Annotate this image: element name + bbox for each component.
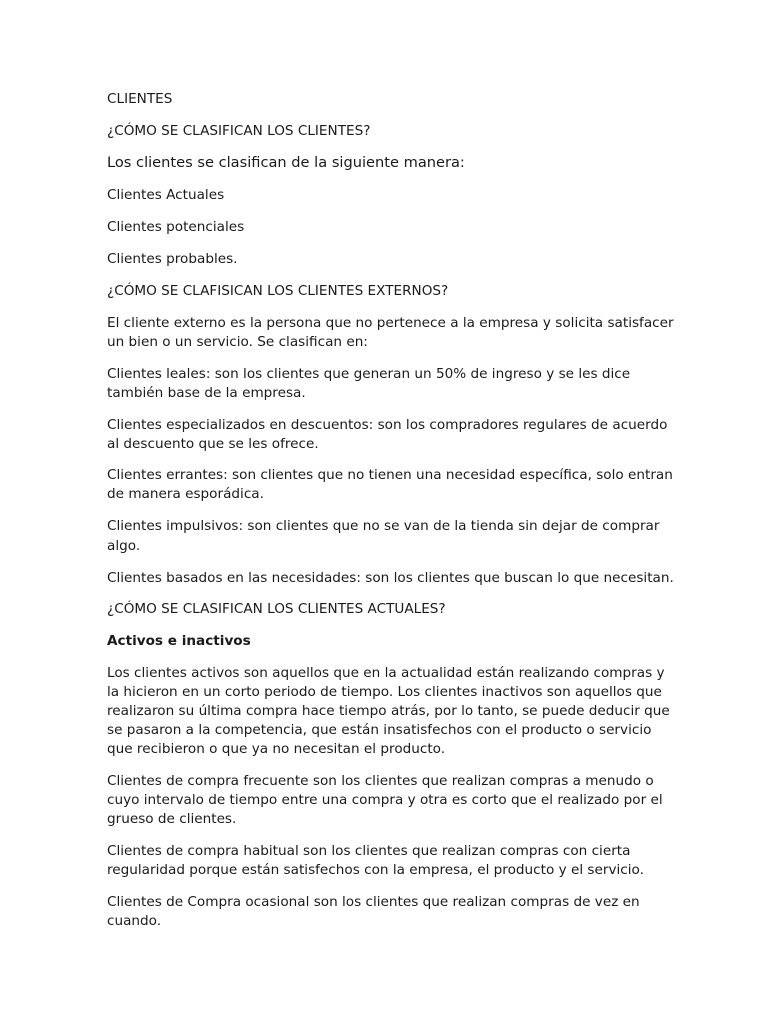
paragraph-line: Clientes errantes: son clientes que no tienen una necesidad específica, solo entran [107, 467, 673, 483]
paragraph-line: al descuento que se les ofrece. [107, 436, 319, 452]
paragraph-line: algo. [107, 538, 141, 554]
paragraph-line: Clientes impulsivos: son clientes que no se van de la tienda sin dejar de comprar [107, 518, 660, 534]
paragraph-line: realizaron su última compra hace tiempo atrás, por lo tanto, se puede deducir que [107, 703, 670, 719]
paragraph-line: Clientes especializados en descuentos: son los compradores regulares de acuerdo [107, 417, 668, 433]
paragraph-line: también base de la empresa. [107, 385, 306, 401]
paragraph-line: que recibieron o que ya no necesitan el producto. [107, 741, 446, 757]
subsection-heading: Activos e inactivos [107, 633, 251, 649]
paragraph-line: Clientes basados en las necesidades: son los clientes que buscan lo que necesitan. [107, 570, 674, 586]
paragraph-line: Clientes de compra habitual son los clientes que realizan compras con cierta [107, 843, 631, 859]
section-heading: ¿CÓMO SE CLASIFICAN LOS CLIENTES? [107, 123, 371, 139]
paragraph-line: Clientes leales: son los clientes que generan un 50% de ingreso y se les dice [107, 366, 631, 382]
intro-text: Los clientes se clasifican de la siguiente manera: [107, 154, 465, 171]
paragraph-line: cuando. [107, 913, 162, 929]
list-item: Clientes probables. [107, 251, 238, 267]
list-item: Clientes potenciales [107, 219, 245, 235]
paragraph-line: Los clientes activos son aquellos que en la actualidad están realizando compras y [107, 665, 665, 681]
paragraph-line: El cliente externo es la persona que no pertenece a la empresa y solicita satisfacer [107, 315, 674, 331]
section-heading: ¿CÓMO SE CLASIFICAN LOS CLIENTES ACTUALES? [107, 601, 446, 617]
paragraph-line: grueso de clientes. [107, 811, 237, 827]
document-title: CLIENTES [107, 91, 173, 107]
paragraph-line: cuyo intervalo de tiempo entre una compra y otra es corto que el realizado por el [107, 792, 663, 808]
paragraph-line: un bien o un servicio. Se clasifican en: [107, 334, 368, 350]
list-item: Clientes Actuales [107, 187, 225, 203]
paragraph-line: regularidad porque están satisfechos con la empresa, el producto y el servicio. [107, 862, 644, 878]
paragraph-line: Clientes de Compra ocasional son los clientes que realizan compras de vez en [107, 894, 640, 910]
section-heading: ¿CÓMO SE CLAFISICAN LOS CLIENTES EXTERNOS? [107, 283, 449, 299]
paragraph-line: de manera esporádica. [107, 486, 264, 502]
paragraph-line: la hicieron en un corto periodo de tiempo. Los clientes inactivos son aquellos que [107, 684, 662, 700]
paragraph-line: Clientes de compra frecuente son los clientes que realizan compras a menudo o [107, 773, 654, 789]
paragraph-line: se pasaron a la competencia, que están insatisfechos con el producto o servicio [107, 722, 652, 738]
